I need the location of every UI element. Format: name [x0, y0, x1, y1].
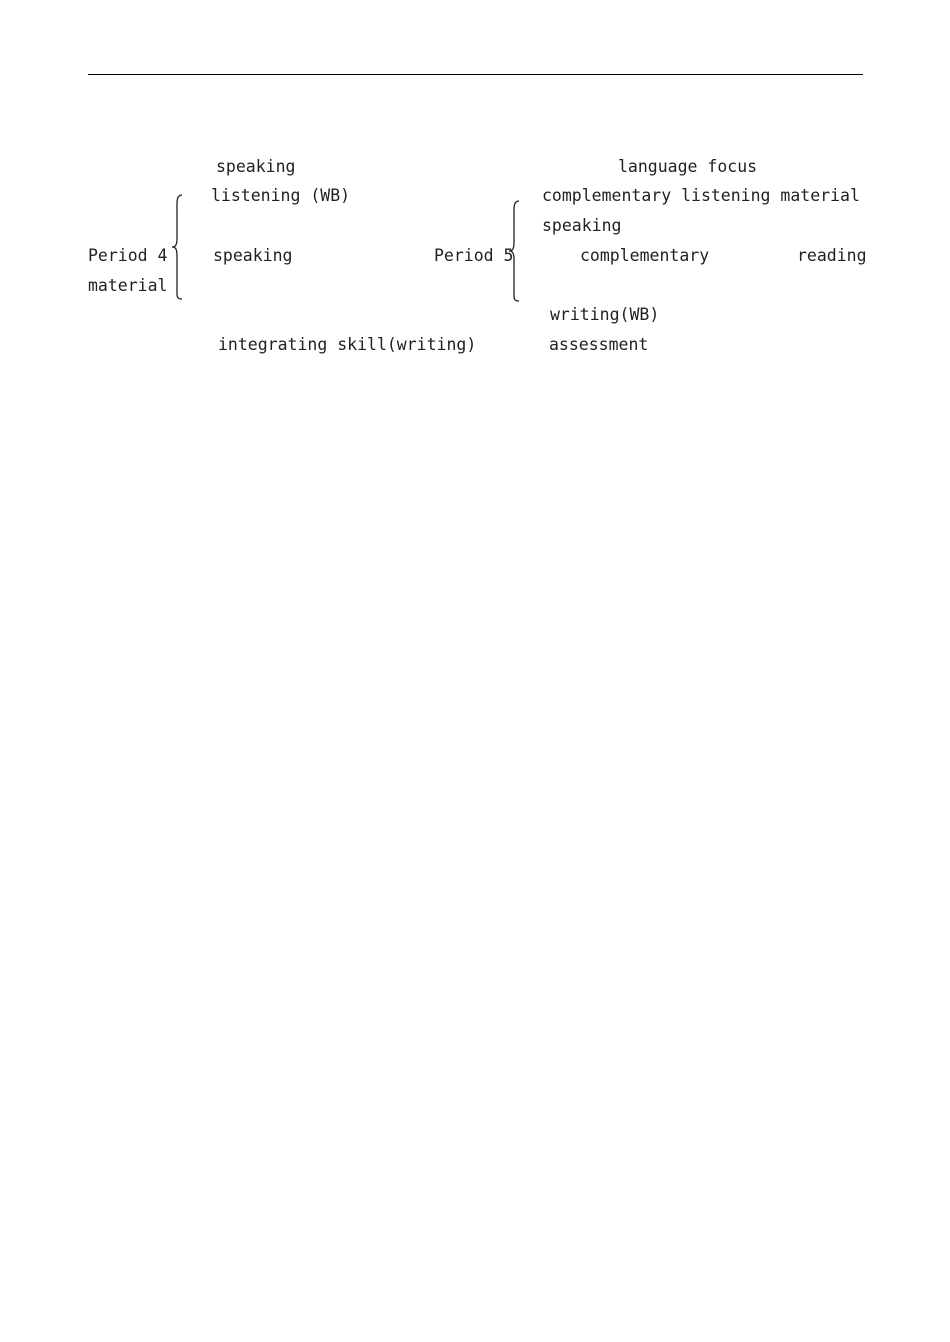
p4-integrating-skill: integrating skill(writing)	[218, 335, 477, 354]
p5-language-focus: language focus	[618, 157, 758, 176]
p5-left-brace	[504, 198, 524, 304]
header-rule	[88, 74, 863, 75]
p5-complementary: complementary	[580, 246, 710, 265]
p4-material: material	[88, 276, 168, 295]
p4-listening-wb: listening (WB)	[211, 186, 351, 205]
p4-speaking-mid: speaking	[213, 246, 293, 265]
p4-period-label: Period 4	[88, 246, 168, 265]
p5-assessment: assessment	[549, 335, 649, 354]
p4-left-brace	[168, 192, 188, 302]
p5-speaking: speaking	[542, 216, 622, 235]
p4-speaking-top: speaking	[216, 157, 296, 176]
p5-period-label: Period 5	[434, 246, 514, 265]
p5-reading: reading	[797, 246, 867, 265]
p5-writing-wb: writing(WB)	[550, 305, 660, 324]
p5-complementary-listening: complementary listening material	[542, 186, 860, 205]
